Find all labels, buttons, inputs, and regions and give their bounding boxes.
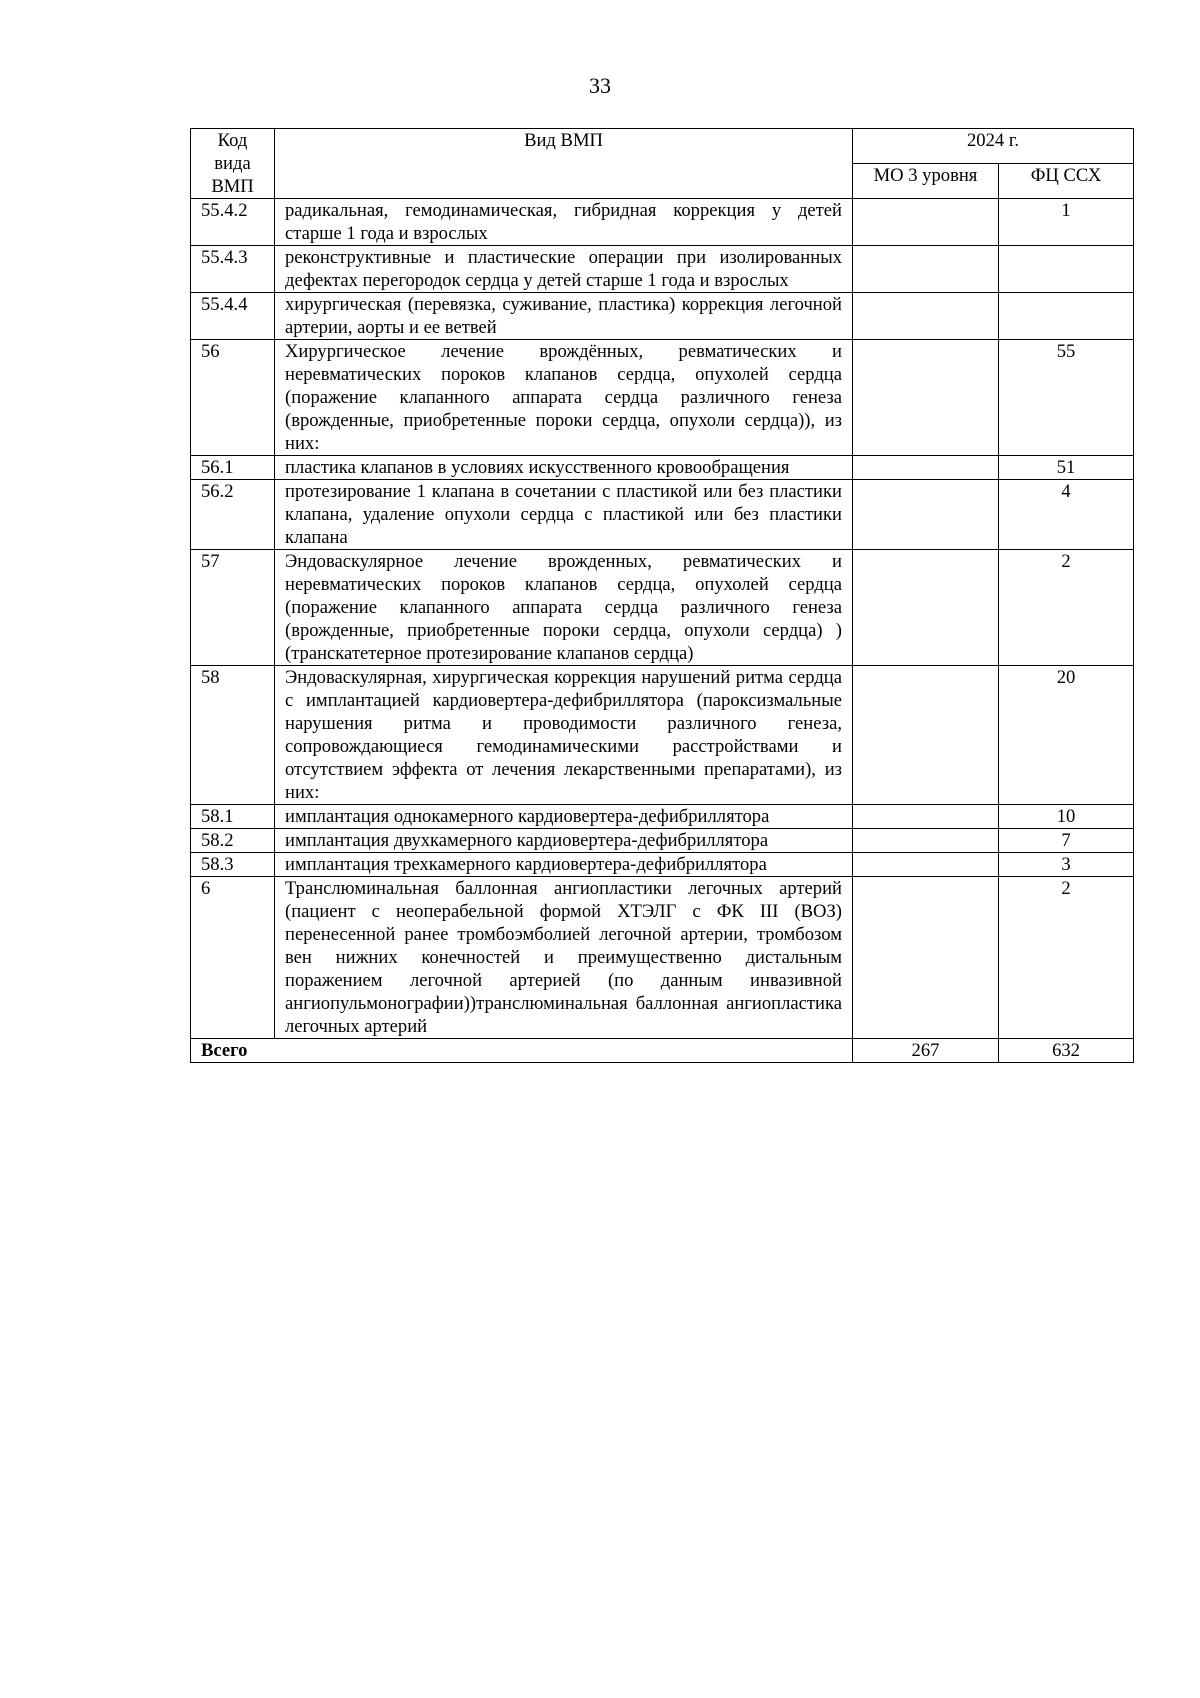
row-fc: 7 — [999, 829, 1134, 853]
total-fc: 632 — [999, 1039, 1134, 1063]
row-fc: 20 — [999, 666, 1134, 805]
table-row — [191, 293, 1134, 340]
row-fc: 55 — [999, 340, 1134, 456]
row-mo — [853, 456, 999, 480]
table-row — [191, 829, 1134, 853]
row-name: реконструктивные и пластические операции при изолированных дефектах перегородок сердца у детей старше 1 года и взрослых — [275, 246, 853, 293]
row-name: протезирование 1 клапана в сочетании с пластикой или без пластики клапана, удаление опухоли сердца с пластикой или без пластики клапана — [275, 480, 853, 550]
row-fc: 2 — [999, 877, 1134, 1039]
row-fc — [999, 246, 1134, 293]
row-name: Хирургическое лечение врождённых, ревматических и неревматических пороков клапанов сердца, опухолей сердца (поражение клапанного аппарата сердца различного генеза (врожденные, приобретенные пороки сердца, опухоли сердца)), из них: — [275, 340, 853, 456]
total-row — [191, 1039, 1134, 1063]
row-name: радикальная, гемодинамическая, гибридная коррекция у детей старше 1 года и взрослых — [275, 199, 853, 246]
row-name: Эндоваскулярная, хирургическая коррекция нарушений ритма сердца с имплантацией кардиовертера-дефибриллятора (пароксизмальные нарушения ритма и проводимости различного генеза, сопровождающиеся гемодинамическими расстройствами и отсутствием эффекта от лечения лекарственными препаратами), из них: — [275, 666, 853, 805]
row-fc — [999, 293, 1134, 340]
page-number: 33 — [589, 73, 611, 98]
row-name: имплантация трехкамерного кардиовертера-дефибриллятора — [275, 853, 853, 877]
row-fc: 51 — [999, 456, 1134, 480]
table-row — [191, 199, 1134, 246]
row-code: 55.4.4 — [191, 293, 275, 340]
row-code: 58.1 — [191, 805, 275, 829]
row-code: 58 — [191, 666, 275, 805]
table-row — [191, 480, 1134, 550]
row-code: 6 — [191, 877, 275, 1039]
row-code: 58.2 — [191, 829, 275, 853]
table-row — [191, 550, 1134, 666]
row-name: Эндоваскулярное лечение врожденных, ревматических и неревматических пороков клапанов сердца, опухолей сердца (поражение клапанного аппарата сердца различного генеза (врожденные, приобретенные пороки сердца, опухоли сердца) )(транскатетерное протезирование клапанов сердца) — [275, 550, 853, 666]
header-row — [191, 129, 1134, 164]
row-fc: 4 — [999, 480, 1134, 550]
row-fc: 10 — [999, 805, 1134, 829]
row-mo — [853, 829, 999, 853]
row-mo — [853, 480, 999, 550]
row-mo — [853, 805, 999, 829]
header-name: Вид ВМП — [275, 129, 853, 199]
table-row — [191, 246, 1134, 293]
row-code: 56.2 — [191, 480, 275, 550]
table-row — [191, 805, 1134, 829]
total-label: Всего — [191, 1039, 853, 1063]
row-mo — [853, 199, 999, 246]
row-name: имплантация однокамерного кардиовертера-дефибриллятора — [275, 805, 853, 829]
row-mo — [853, 550, 999, 666]
row-code: 57 — [191, 550, 275, 666]
row-name: пластика клапанов в условиях искусственного кровообращения — [275, 456, 853, 480]
table-row — [191, 456, 1134, 480]
row-code: 55.4.3 — [191, 246, 275, 293]
total-mo: 267 — [853, 1039, 999, 1063]
row-code: 56 — [191, 340, 275, 456]
row-mo — [853, 246, 999, 293]
row-code: 55.4.2 — [191, 199, 275, 246]
row-mo — [853, 877, 999, 1039]
header-year: 2024 г. — [853, 129, 1134, 164]
row-name: хирургическая (перевязка, суживание, пластика) коррекция легочной артерии, аорты и ее ветвей — [275, 293, 853, 340]
row-name: имплантация двухкамерного кардиовертера-дефибриллятора — [275, 829, 853, 853]
table-body — [191, 199, 1134, 1039]
vmp-table — [190, 128, 1134, 1063]
row-mo — [853, 666, 999, 805]
table-row — [191, 666, 1134, 805]
table-row — [191, 853, 1134, 877]
row-fc: 3 — [999, 853, 1134, 877]
header-mo: МО 3 уровня — [853, 164, 999, 199]
row-mo — [853, 340, 999, 456]
table-row — [191, 340, 1134, 456]
row-mo — [853, 853, 999, 877]
row-name: Транслюминальная баллонная ангиопластики легочных артерий (пациент с неоперабельной формой ХТЭЛГ с ФК III (ВОЗ) перенесенной ранее тромбоэмболией легочной артерии, тромбозом вен нижних конечностей и преимущественно дистальным поражением легочной артерией (по данным инвазивной ангиопульмонографии))транслюминальная баллонная ангиопластика легочных артерий — [275, 877, 853, 1039]
header-fc: ФЦ ССХ — [999, 164, 1134, 199]
table-row — [191, 877, 1134, 1039]
row-code: 58.3 — [191, 853, 275, 877]
row-mo — [853, 293, 999, 340]
row-fc: 1 — [999, 199, 1134, 246]
row-fc: 2 — [999, 550, 1134, 666]
row-code: 56.1 — [191, 456, 275, 480]
header-code: Код вида ВМП — [191, 129, 275, 199]
